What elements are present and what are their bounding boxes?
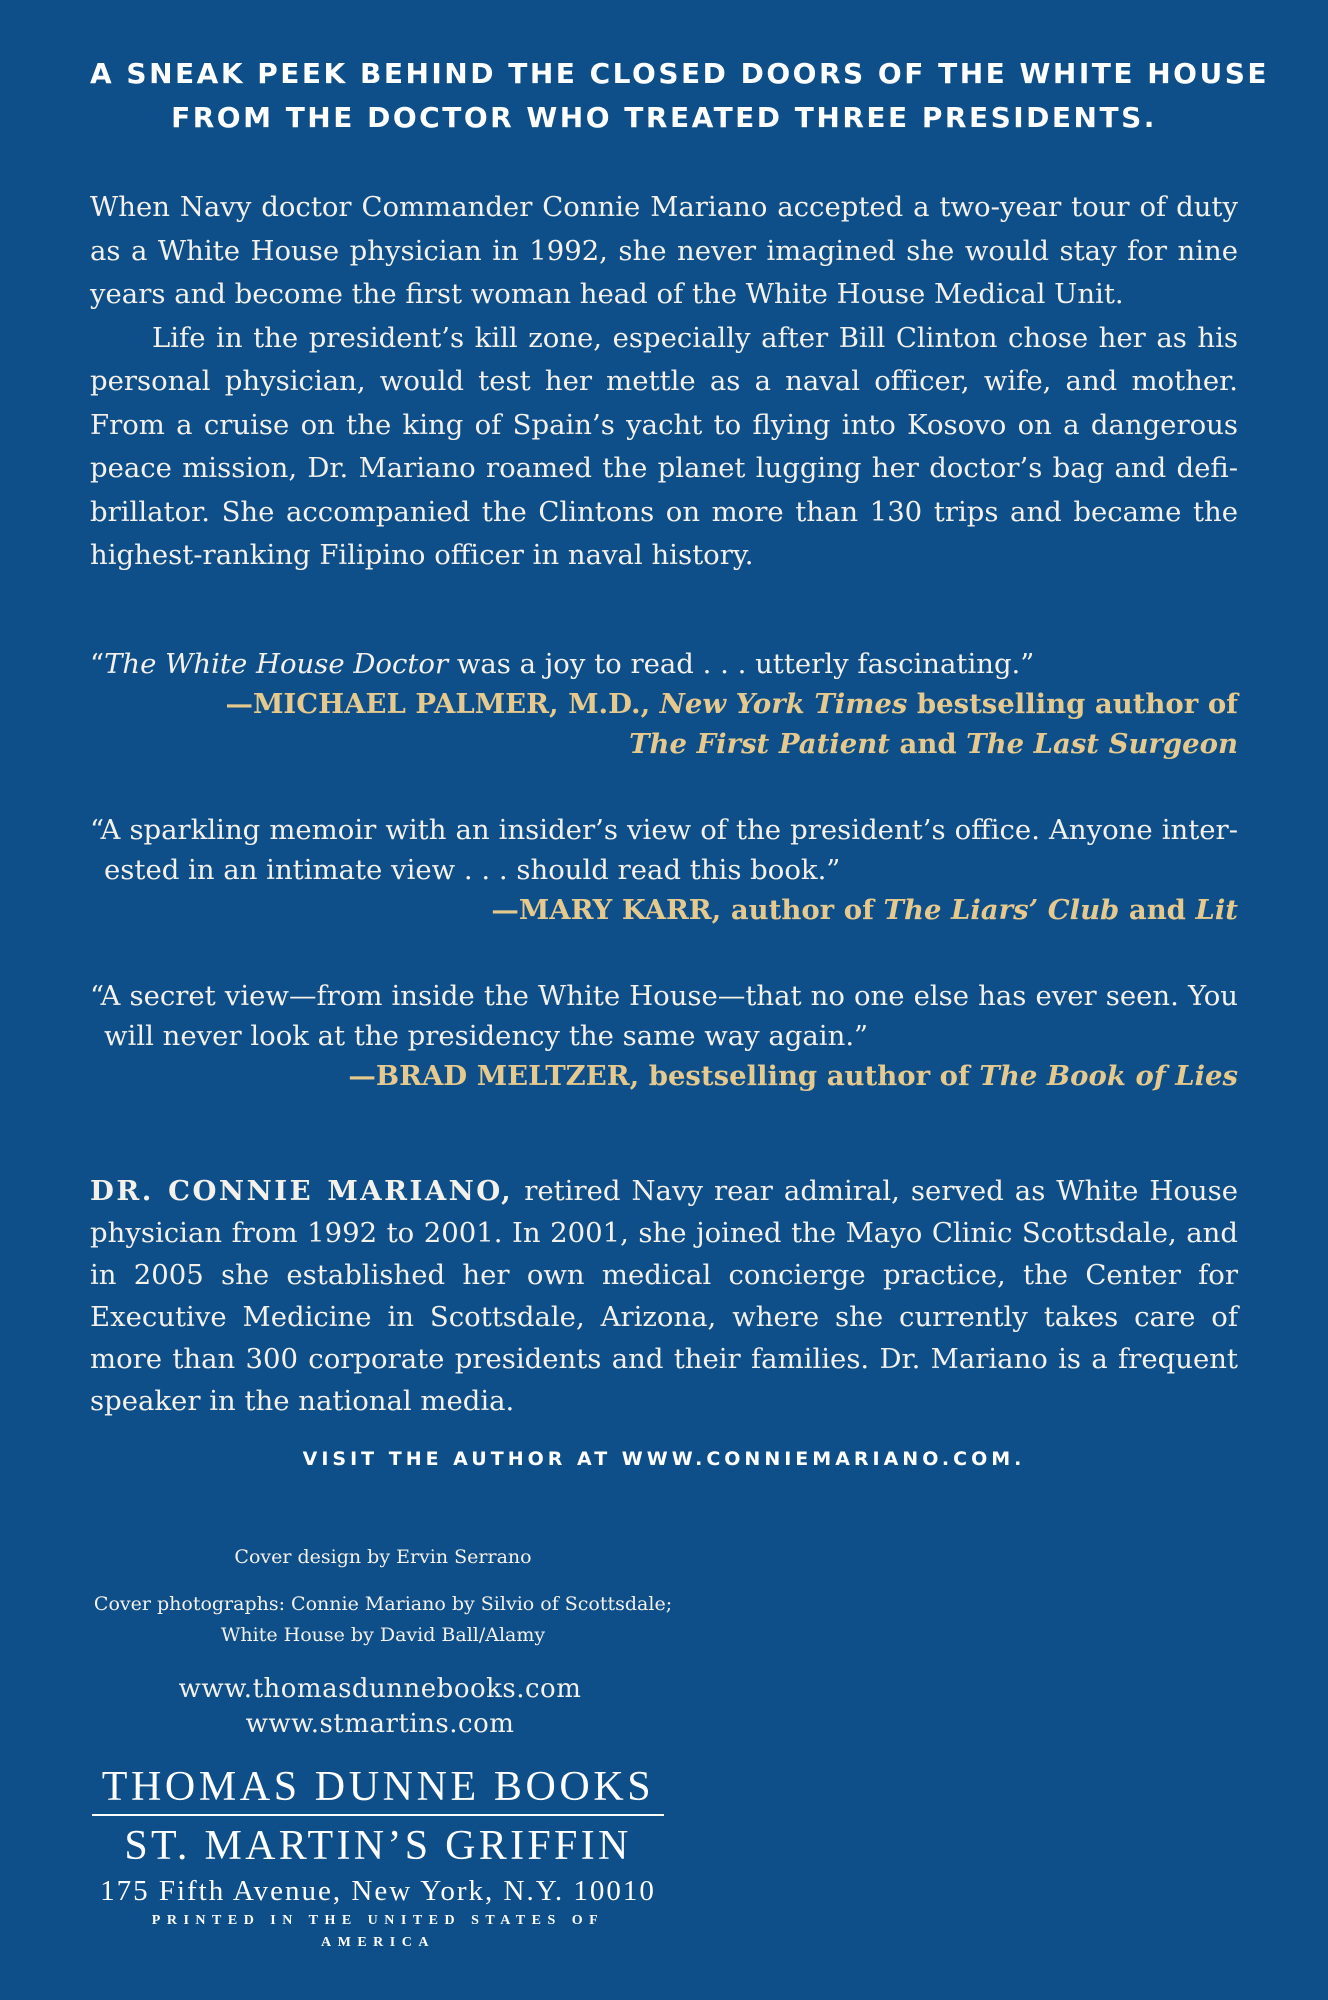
author-website-line: VISIT THE AUTHOR AT WWW.CONNIEMARIANO.COM.: [302, 1448, 1026, 1470]
imprint-st-martins: ST. MARTIN’S GRIFFIN: [124, 1823, 632, 1869]
headline-line-2: FROM THE DOCTOR WHO TREATED THREE PRESIDENTS.: [171, 101, 1157, 134]
blurb-quote: “A sparkling memoir with an insider’s view of the president’s office. Anyone interested in an intimate view . . . should read this book.”: [90, 814, 1238, 886]
blurb-meltzer: [90, 976, 1238, 1096]
blurb-attribution: [90, 890, 1238, 930]
intro-paragraph-1: When Navy doctor Commander Connie Mariano accepted a two-year tour of duty as a White House physician in 1992, she never imagined she would stay for nine years and become the first woman head of the White House Medical Unit.: [90, 191, 1238, 310]
cover-credits: [88, 1542, 678, 1651]
attribution-book-title: The Liars’ Club: [883, 894, 1120, 926]
imprint-thomas-dunne: THOMAS DUNNE BOOKS: [101, 1764, 655, 1810]
book-title: The White House Doctor: [104, 648, 449, 680]
attribution-book-title: Lit: [1195, 894, 1238, 926]
blurb-karr: [90, 810, 1238, 930]
printed-in-line: PRINTED IN THE UNITED STATES OF AMERICA: [151, 1913, 605, 1950]
cover-design-credit: Cover design by Ervin Serrano: [234, 1546, 532, 1568]
cover-photo-credit-line-2: White House by David Ball/Alamy: [220, 1624, 546, 1646]
author-name: DR. CONNIE MARIANO,: [90, 1175, 514, 1207]
attribution-name: —MARY KARR, author of: [491, 894, 884, 926]
attribution-book-title: The Last Surgeon: [966, 728, 1238, 760]
blurb-quote: “A secret view—from inside the White House—that no one else has ever seen. You will never look at the presidency the same way again.”: [90, 980, 1238, 1052]
headline-line-1: A SNEAK PEEK BEHIND THE CLOSED DOORS OF THE WHITE HOUSE: [90, 57, 1269, 90]
blurb-palmer: [90, 644, 1238, 764]
attribution-name: —BRAD MELTZER, bestselling author of: [348, 1060, 980, 1092]
blurb-attribution: [90, 1056, 1238, 1096]
quote-open-mark: “: [90, 648, 105, 680]
attribution-conjunction: and: [1119, 894, 1196, 926]
blurb-attribution: [90, 684, 1238, 764]
publisher-address: 175 Fifth Avenue, New York, N.Y. 10010: [100, 1875, 656, 1907]
blurb-quote: [90, 644, 1238, 684]
attribution-book-title: The Book of Lies: [979, 1060, 1238, 1092]
publisher-url: www.thomasdunnebooks.com: [178, 1674, 582, 1704]
publisher-urls: [100, 1672, 660, 1742]
attribution-publication: New York Times: [659, 688, 908, 720]
imprint-divider: [92, 1814, 664, 1816]
attribution-conjunction: and: [889, 728, 967, 760]
headline: [90, 52, 1269, 140]
author-bio-text: retired Navy rear admiral, served as White House physician from 1992 to 2001. In 2001, she joined the Mayo Clinic Scottsdale, and in 2005 she established her own medical concierge practice, the Center for Executive Medicine in Scottsdale, Arizona, where she currently takes care of more than 300 corporate presidents and their families. Dr. Mariano is a frequent speaker in the national media.: [90, 1175, 1238, 1417]
author-bio: [90, 1170, 1238, 1422]
cover-photo-credit-line-1: Cover photographs: Connie Mariano by Silvio of Scottsdale;: [93, 1593, 673, 1615]
attribution-text: bestselling author of: [907, 688, 1238, 720]
publisher-url: www.stmartins.com: [245, 1709, 515, 1739]
intro-text: [90, 186, 1238, 578]
attribution-book-title: The First Patient: [629, 728, 890, 760]
publisher-block: [92, 1762, 664, 1954]
attribution-name: —MICHAEL PALMER, M.D.,: [225, 688, 660, 720]
intro-paragraph-2: Life in the president’s kill zone, especially after Bill Clinton chose her as his personal physician, would test her mettle as a naval officer, wife, and mother. From a cruise on the king of Spain’s yacht to flying into Kosovo on a dangerous peace mission, Dr. Mariano roamed the planet lugging her doctor’s bag and defibrillator. She accompanied the Clintons on more than 130 trips and became the highest-ranking Filipino officer in naval history.: [90, 321, 1238, 571]
quote-text: was a joy to read . . . utterly fascinating.”: [448, 648, 1035, 680]
